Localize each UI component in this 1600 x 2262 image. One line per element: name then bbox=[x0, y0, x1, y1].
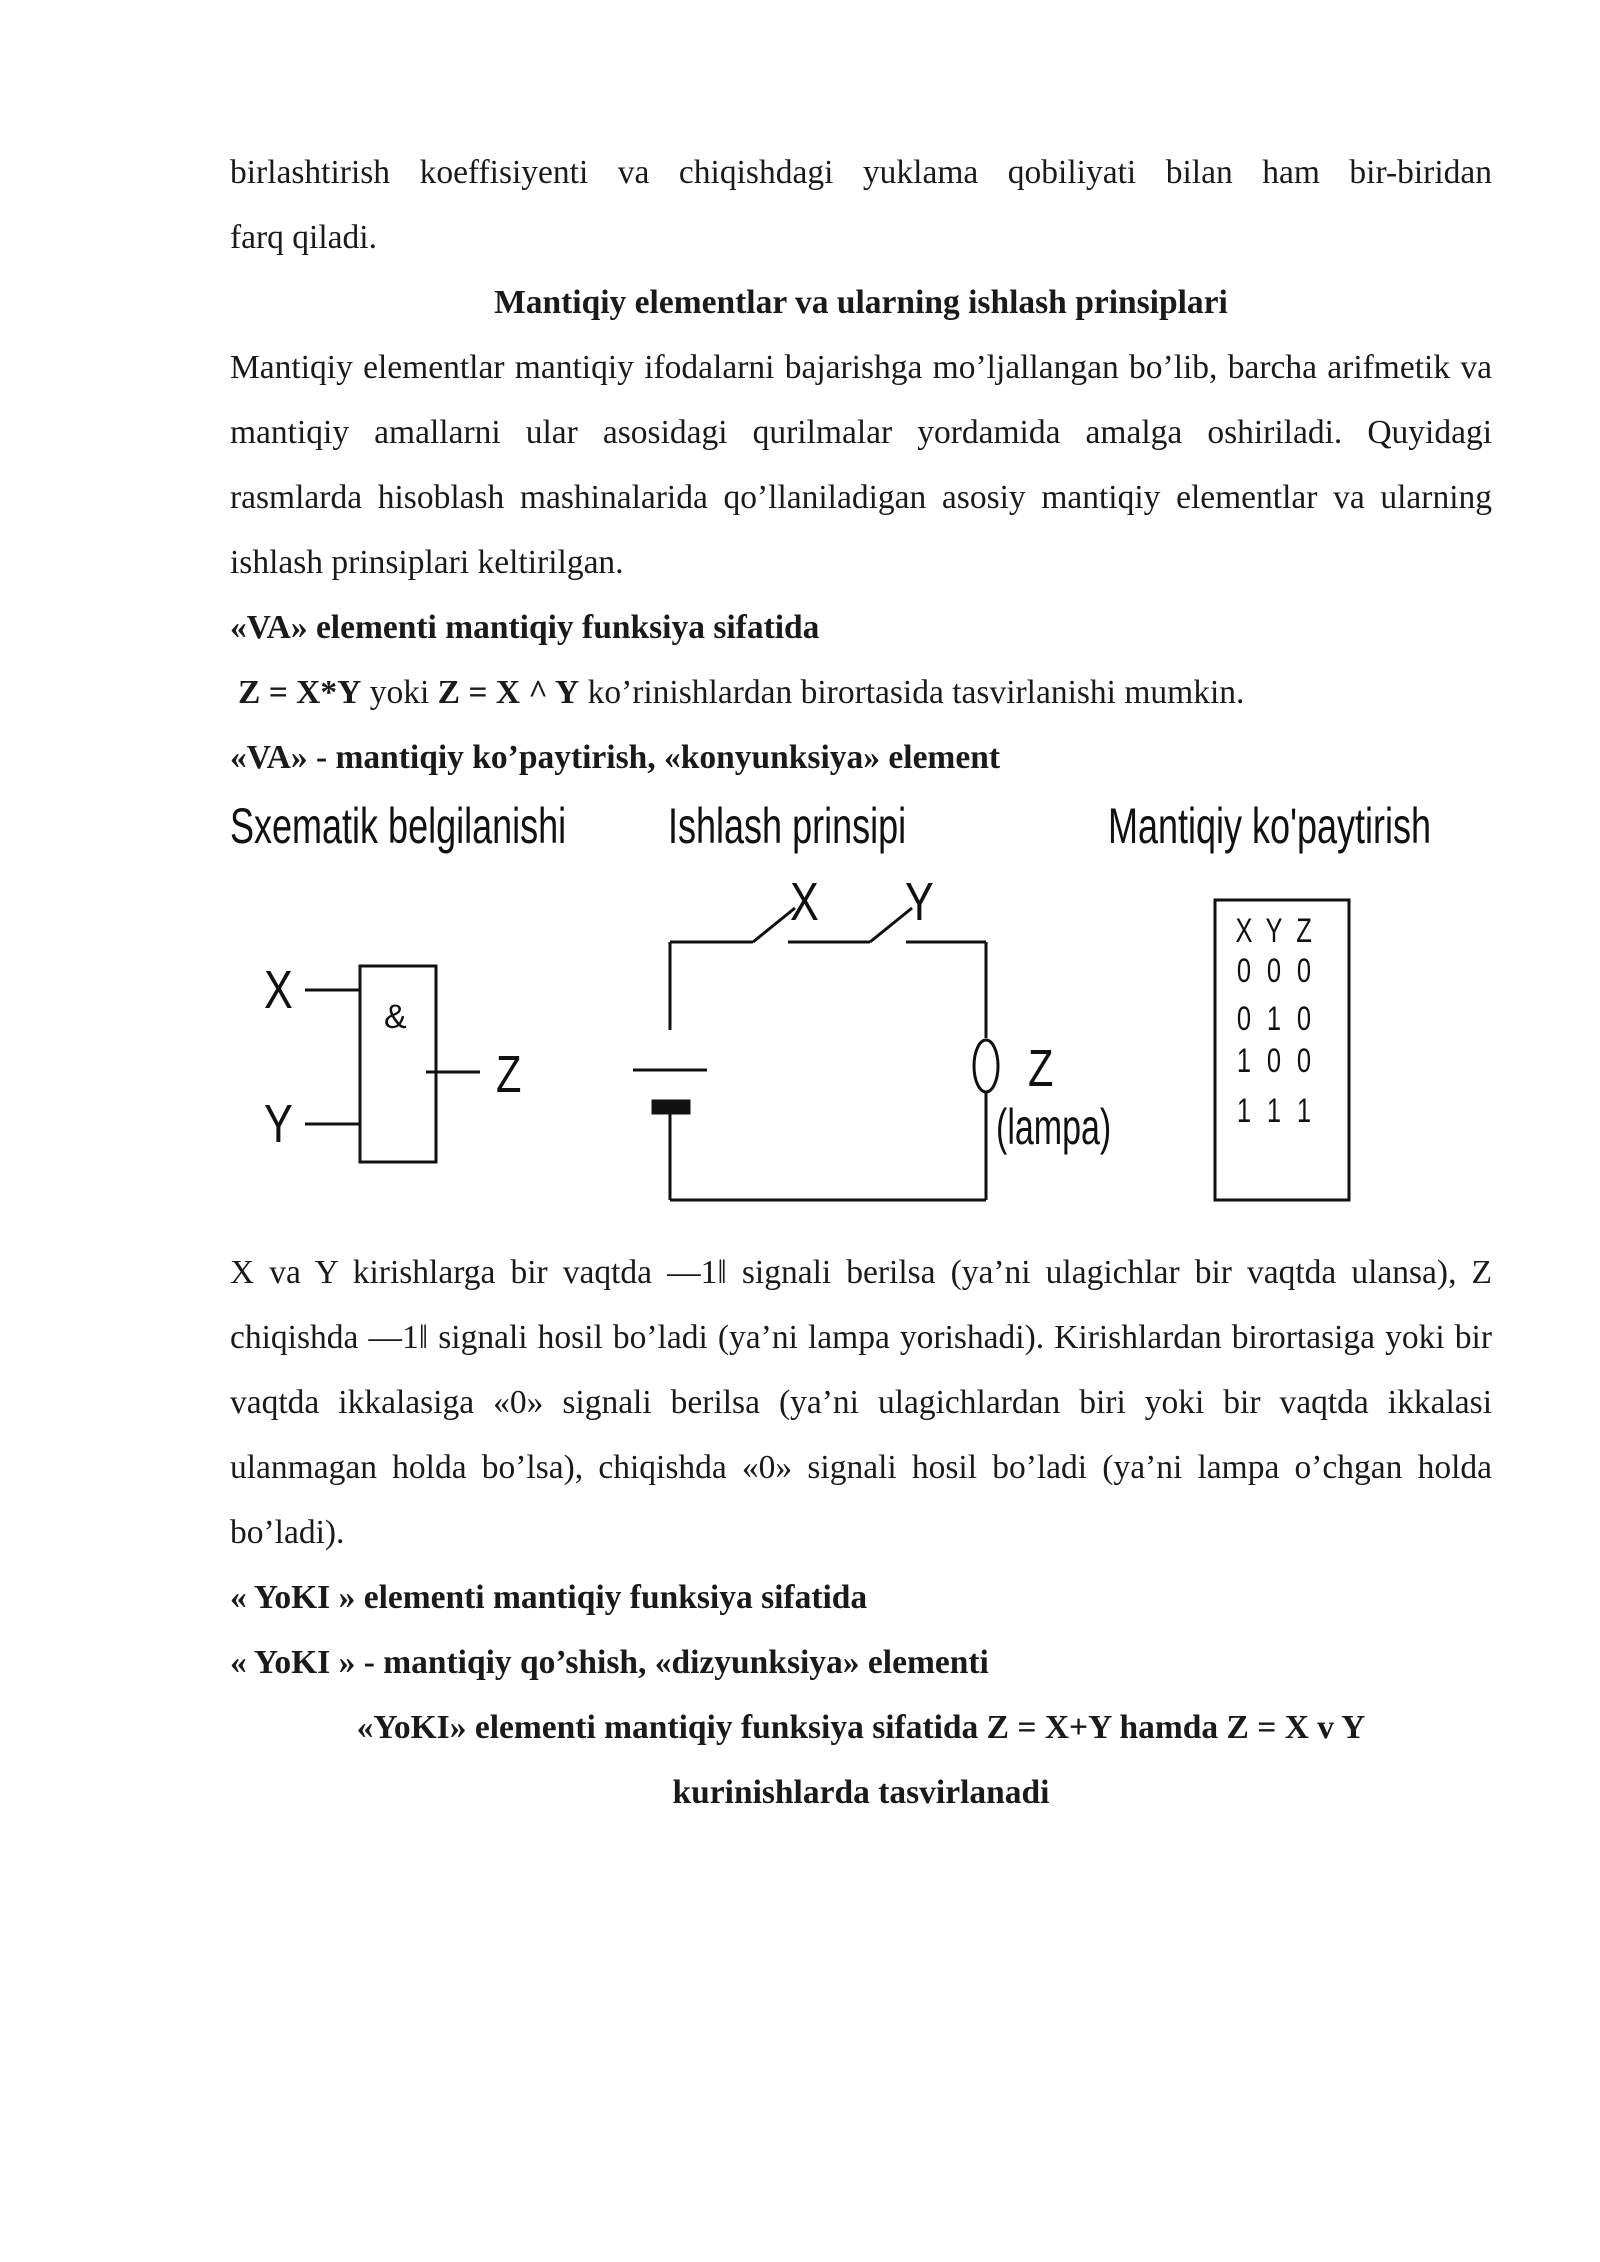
subheading: «VA» elementi mantiqiy funksiya sifatida bbox=[230, 609, 820, 646]
truth-table-cell: 0 bbox=[1296, 952, 1312, 990]
truth-table-cell: 1 bbox=[1236, 1042, 1252, 1080]
truth-table-header-cell: X bbox=[1235, 912, 1253, 950]
centered-bold-line: kurinishlarda tasvirlanadi bbox=[672, 1774, 1050, 1811]
figure-title-truth-table: Mantiqiy ko'paytirish bbox=[1108, 798, 1431, 854]
document-page bbox=[230, 140, 1492, 1825]
truth-table bbox=[1235, 913, 1311, 1130]
paragraph: X va Y kirishlarga bir vaqtda ―1‖ signali berilsa (ya’ni ulagichlar bir vaqtda ulansa), Z chiqishda ―1‖ signali hosil bo’ladi (ya’ni lampa yorishadi). Kirishlardan birortasiga yoki bir vaqtda ikkalasiga «0» signali berilsa (ya’ni ulagichlardan biri yoki bir vaqtda ikkalasi ulanmagan holda bo’lsa), chiqishda «0» signali hosil bo’ladi (ya’ni lampa o’chgan holda bo’ladi). bbox=[230, 1254, 1492, 1551]
truth-table-cell: 0 bbox=[1266, 1042, 1282, 1080]
truth-table-cell: 1 bbox=[1266, 1092, 1282, 1130]
section-heading: Mantiqiy elementlar va ularning ishlash prinsiplari bbox=[494, 284, 1228, 321]
gate-symbol: & bbox=[384, 998, 407, 1036]
formula: Z = X*Y bbox=[238, 674, 362, 711]
formula: Z = X ^ Y bbox=[437, 674, 580, 711]
switch-y-label: Y bbox=[905, 872, 934, 933]
gate-input-y-label: Y bbox=[264, 1094, 293, 1155]
switch-x-blade bbox=[753, 908, 795, 942]
and-gate-box bbox=[360, 966, 436, 1162]
subheading: « YoKI » - mantiqiy qo’shish, «dizyunksiya» elementi bbox=[230, 1644, 989, 1681]
truth-table-cell: 0 bbox=[1236, 1000, 1252, 1038]
paragraph-line: birlashtirish koeffisiyenti va chiqishdagi yuklama qobiliyati bilan ham bir-biridan bbox=[230, 154, 1492, 191]
truth-table-header-cell: Z bbox=[1296, 912, 1312, 950]
truth-table-cell: 0 bbox=[1296, 1042, 1312, 1080]
switch-x-label: X bbox=[790, 872, 819, 933]
lamp-icon bbox=[974, 1040, 998, 1092]
figure-title-schematic: Sxematik belgilanishi bbox=[230, 798, 567, 854]
truth-table-cell: 1 bbox=[1236, 1092, 1252, 1130]
formula-line bbox=[230, 660, 1492, 725]
formula-text: ko’rinishlardan birortasida tasvirlanishi mumkin. bbox=[579, 674, 1245, 711]
truth-table-cell: 0 bbox=[1236, 952, 1252, 990]
gate-output-z-label: Z bbox=[496, 1044, 522, 1104]
centered-bold-line: «YoKI» elementi mantiqiy funksiya sifatida Z = X+Y hamda Z = X v Y bbox=[356, 1709, 1366, 1746]
lamp-caption: (lampa) bbox=[996, 1099, 1112, 1156]
truth-table-cell: 1 bbox=[1266, 1000, 1282, 1038]
lamp-label: Z bbox=[1028, 1038, 1054, 1098]
and-gate-figure bbox=[230, 790, 1492, 1240]
paragraph: Mantiqiy elementlar mantiqiy ifodalarni bajarishga mo’ljallangan bo’lib, barcha arifmetik va mantiqiy amallarni ular asosidagi qurilmalar yordamida amalga oshiriladi. Quyidagi rasmlarda hisoblash mashinalarida qo’llaniladigan asosiy mantiqiy elementlar va ularning ishlash prinsiplari keltirilgan. bbox=[230, 349, 1492, 581]
gate-input-x-label: X bbox=[264, 960, 293, 1021]
formula-text: yoki bbox=[361, 674, 438, 711]
truth-table-cell: 0 bbox=[1296, 1000, 1312, 1038]
truth-table-header-cell: Y bbox=[1265, 912, 1283, 950]
truth-table-cell: 0 bbox=[1266, 952, 1282, 990]
figure-drawing bbox=[230, 790, 1492, 1240]
truth-table-cell: 1 bbox=[1296, 1092, 1312, 1130]
subheading: «VA» - mantiqiy ko’paytirish, «konyunksiya» element bbox=[230, 739, 1000, 776]
figure-title-principle: Ishlash prinsipi bbox=[668, 798, 907, 854]
battery-short-plate bbox=[653, 1101, 689, 1113]
paragraph-line: farq qiladi. bbox=[230, 219, 377, 256]
subheading: « YoKI » elementi mantiqiy funksiya sifatida bbox=[230, 1579, 868, 1616]
